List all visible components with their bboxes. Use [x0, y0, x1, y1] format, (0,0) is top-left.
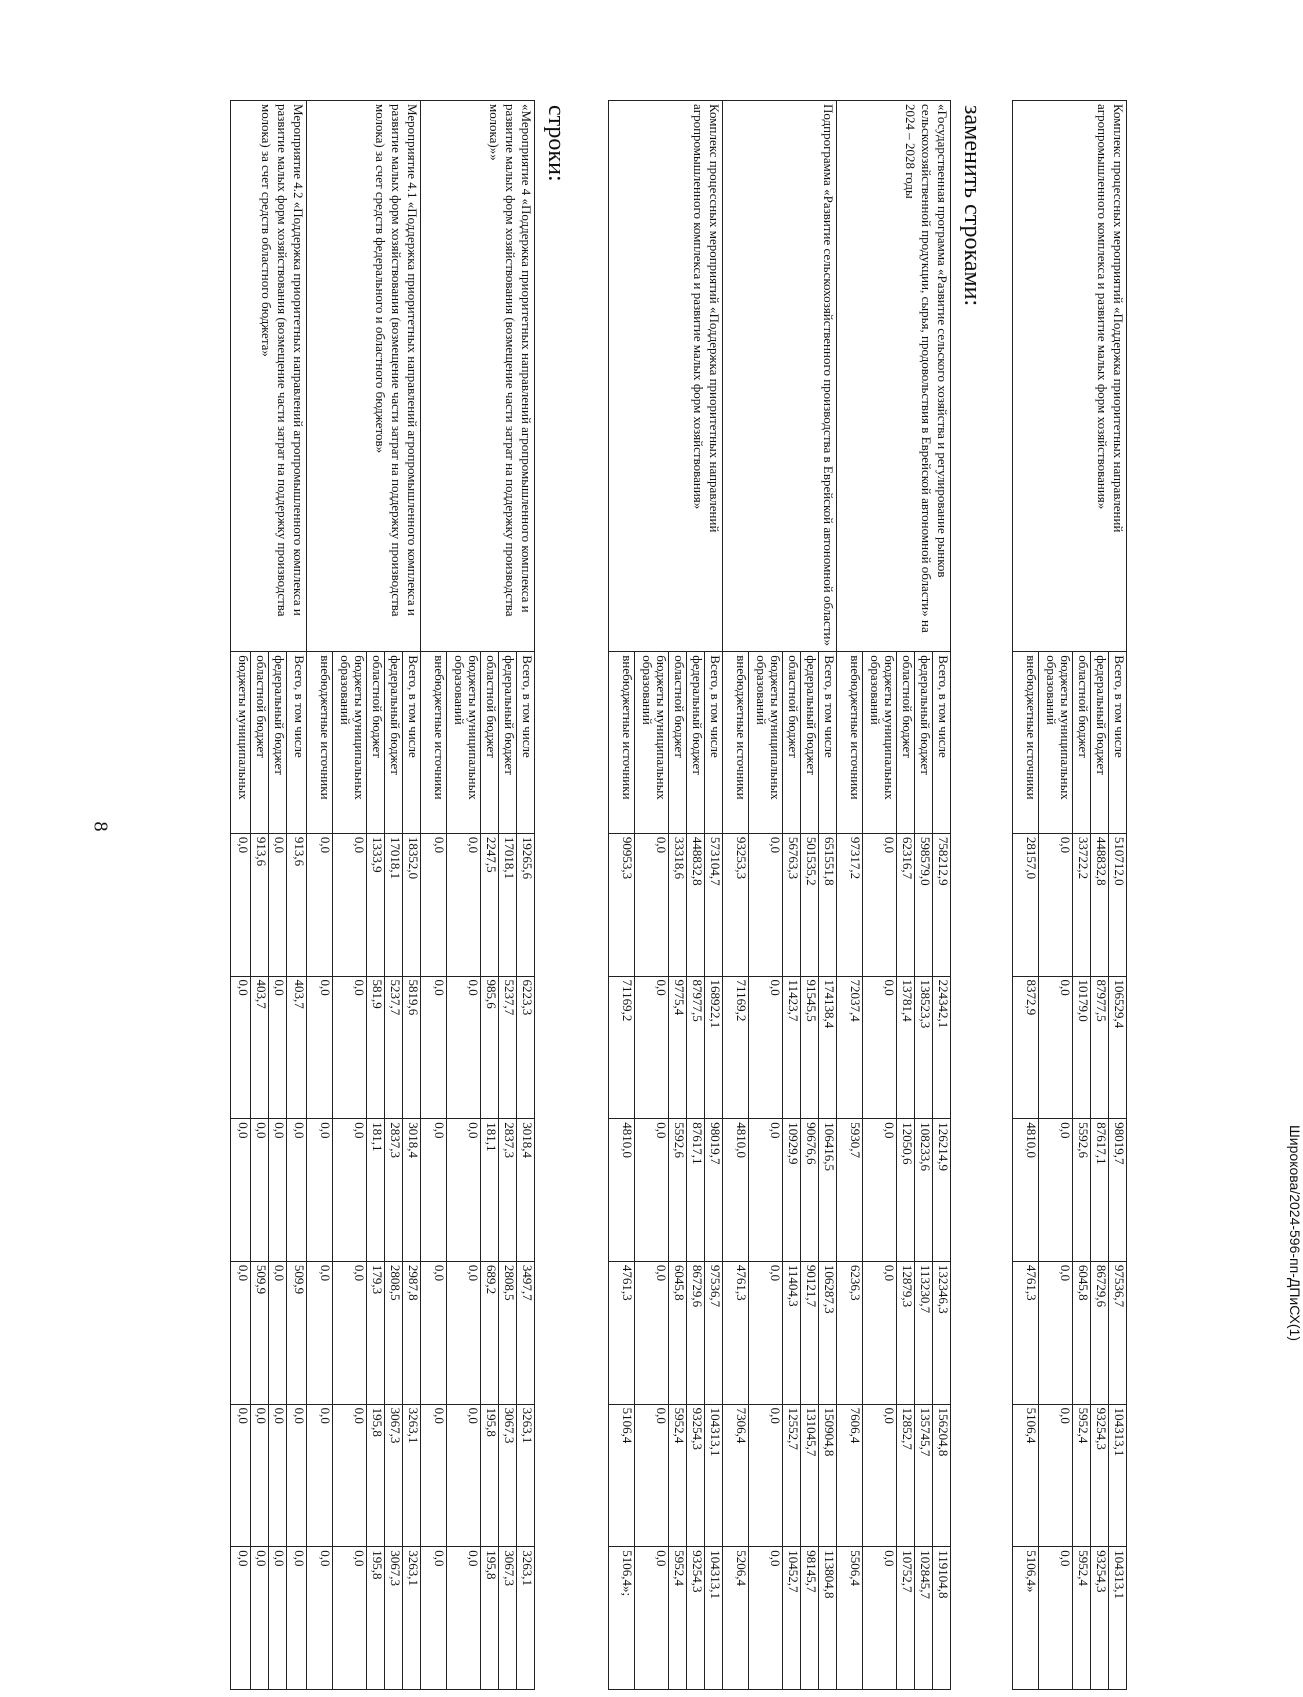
amount-cell: 0,0	[287, 1547, 307, 1690]
amount-cell: 18352,0	[403, 833, 421, 976]
amount-cell: 62316,7	[897, 833, 915, 976]
amount-cell: 0,0	[421, 1404, 447, 1547]
funding-source-cell: Всего, в том числе	[517, 652, 535, 834]
amount-cell: 106529,4	[1109, 976, 1127, 1119]
amount-cell: 0,0	[269, 1404, 287, 1547]
amount-cell: 9775,4	[669, 976, 687, 1119]
funding-source-cell: Всего, в том числе	[403, 652, 421, 834]
amount-cell: 0,0	[635, 1119, 669, 1262]
amount-cell: 651551,8	[819, 833, 837, 976]
amount-cell: 12552,7	[783, 1404, 801, 1547]
amount-cell: 132346,3	[933, 1261, 951, 1404]
amount-cell: 71169,2	[609, 976, 635, 1119]
amount-cell: 403,7	[251, 976, 269, 1119]
amount-cell: 0,0	[231, 833, 251, 976]
funding-source-cell: внебюджетные источники	[837, 652, 863, 834]
funding-source-cell: внебюджетные источники	[609, 652, 635, 834]
amount-cell: 0,0	[421, 976, 447, 1119]
amount-cell: 11404,3	[783, 1261, 801, 1404]
amount-cell: 985,6	[481, 976, 499, 1119]
amount-cell: 98019,7	[1109, 1119, 1127, 1262]
amount-cell: 0,0	[333, 1547, 367, 1690]
amount-cell: 28157,0	[1013, 833, 1039, 976]
amount-cell: 0,0	[307, 1261, 333, 1404]
amount-cell: 71169,2	[723, 976, 749, 1119]
amount-cell: 0,0	[635, 976, 669, 1119]
amount-cell: 33722,2	[1073, 833, 1091, 976]
funding-source-cell: областной бюджет	[481, 652, 499, 834]
table-row	[819, 101, 837, 1690]
amount-cell: 98019,7	[705, 1119, 723, 1262]
amount-cell: 0,0	[269, 1261, 287, 1404]
amount-cell: 90676,6	[801, 1119, 819, 1262]
amount-cell: 195,8	[481, 1404, 499, 1547]
amount-cell: 0,0	[333, 1119, 367, 1262]
document-side-note: Широкова/2024-596-пп-ДПиСХ(1)	[1287, 1124, 1303, 1342]
amount-cell: 104313,1	[705, 1404, 723, 1547]
program-name-cell: «Государственная программа «Развитие сельского хозяйства и регулирование рынков сельскохозяйственной продукции, сырья, продовольствия в Еврейской автономной области» на 2024 – 2028 годы	[837, 101, 951, 652]
amount-cell: 181,1	[481, 1119, 499, 1262]
amount-cell: 0,0	[333, 1404, 367, 1547]
amount-cell: 5952,4	[1073, 1404, 1091, 1547]
amount-cell: 3263,1	[517, 1404, 535, 1547]
amount-cell: 3018,4	[403, 1119, 421, 1262]
funding-source-cell: федеральный бюджет	[687, 652, 705, 834]
program-name-cell: «Мероприятие 4 «Поддержка приоритетных направлений агропромышленного комплекса и развитие малых форм хозяйствования (возмещение части затрат на поддержку производства молока)»»	[421, 101, 535, 652]
amount-cell: 2837,3	[499, 1119, 517, 1262]
amount-cell: 598579,0	[915, 833, 933, 976]
funding-source-cell: областной бюджет	[1073, 652, 1091, 834]
funding-source-cell: федеральный бюджет	[915, 652, 933, 834]
amount-cell: 0,0	[269, 833, 287, 976]
amount-cell: 168922,1	[705, 976, 723, 1119]
rotated-page-content	[167, 100, 1127, 1690]
amount-cell: 0,0	[251, 1404, 269, 1547]
amount-cell: 5106,4	[609, 1404, 635, 1547]
heading-replace-with-rows: заменить строками:	[959, 105, 985, 307]
amount-cell: 4810,0	[723, 1119, 749, 1262]
amount-cell: 5819,6	[403, 976, 421, 1119]
amount-cell: 126214,9	[933, 1119, 951, 1262]
funding-source-cell: федеральный бюджет	[1091, 652, 1109, 834]
amount-cell: 12879,3	[897, 1261, 915, 1404]
amount-cell: 0,0	[863, 1261, 897, 1404]
amount-cell: 93253,3	[723, 833, 749, 976]
funding-source-cell: федеральный бюджет	[269, 652, 287, 834]
table-row	[517, 101, 535, 1690]
amount-cell: 0,0	[333, 833, 367, 976]
amount-cell: 0,0	[307, 1547, 333, 1690]
amount-cell: 33318,6	[669, 833, 687, 976]
funding-source-cell: бюджеты муниципальных образований	[863, 652, 897, 834]
amount-cell: 403,7	[287, 976, 307, 1119]
amount-cell: 6223,3	[517, 976, 535, 1119]
amount-cell: 10452,7	[783, 1547, 801, 1690]
amount-cell: 5106,4	[1013, 1404, 1039, 1547]
table-section-3-table	[230, 100, 535, 1690]
amount-cell: 448832,8	[687, 833, 705, 976]
amount-cell: 0,0	[863, 1404, 897, 1547]
funding-source-cell: внебюджетные источники	[1013, 652, 1039, 834]
amount-cell: 0,0	[307, 976, 333, 1119]
amount-cell: 7606,4	[837, 1404, 863, 1547]
amount-cell: 4761,3	[1013, 1261, 1039, 1404]
amount-cell: 2808,5	[385, 1261, 403, 1404]
amount-cell: 0,0	[231, 1404, 251, 1547]
amount-cell: 509,9	[251, 1261, 269, 1404]
amount-cell: 573104,7	[705, 833, 723, 976]
amount-cell: 0,0	[421, 1547, 447, 1690]
amount-cell: 6045,8	[1073, 1261, 1091, 1404]
amount-cell: 3263,1	[403, 1404, 421, 1547]
amount-cell: 758212,9	[933, 833, 951, 976]
amount-cell: 509,9	[287, 1261, 307, 1404]
amount-cell: 0,0	[863, 833, 897, 976]
table-section-2	[608, 100, 951, 1690]
amount-cell: 93254,3	[1091, 1547, 1109, 1690]
amount-cell: 224342,1	[933, 976, 951, 1119]
amount-cell: 150904,8	[819, 1404, 837, 1547]
amount-cell: 3067,3	[499, 1404, 517, 1547]
funding-source-cell: внебюджетные источники	[723, 652, 749, 834]
amount-cell: 0,0	[635, 1261, 669, 1404]
amount-cell: 0,0	[635, 833, 669, 976]
amount-cell: 102845,7	[915, 1547, 933, 1690]
amount-cell: 0,0	[1039, 1119, 1073, 1262]
funding-source-cell: областной бюджет	[897, 652, 915, 834]
table-row	[1109, 101, 1127, 1690]
amount-cell: 106416,5	[819, 1119, 837, 1262]
amount-cell: 0,0	[863, 1547, 897, 1690]
amount-cell: 0,0	[749, 1261, 783, 1404]
amount-cell: 0,0	[287, 1404, 307, 1547]
amount-cell: 0,0	[1039, 1547, 1073, 1690]
amount-cell: 0,0	[447, 1119, 481, 1262]
amount-cell: 97317,2	[837, 833, 863, 976]
amount-cell: 2987,8	[403, 1261, 421, 1404]
funding-source-cell: Всего, в том числе	[819, 652, 837, 834]
amount-cell: 0,0	[863, 1119, 897, 1262]
amount-cell: 4810,0	[1013, 1119, 1039, 1262]
amount-cell: 10752,7	[897, 1547, 915, 1690]
amount-cell: 98145,7	[801, 1547, 819, 1690]
amount-cell: 108233,6	[915, 1119, 933, 1262]
amount-cell: 0,0	[447, 1404, 481, 1547]
amount-cell: 510712,0	[1109, 833, 1127, 976]
amount-cell: 913,6	[287, 833, 307, 976]
amount-cell: 93254,3	[687, 1547, 705, 1690]
amount-cell: 138523,3	[915, 976, 933, 1119]
amount-cell: 2247,5	[481, 833, 499, 976]
amount-cell: 93254,3	[1091, 1404, 1109, 1547]
amount-cell: 0,0	[287, 1119, 307, 1262]
amount-cell: 689,2	[481, 1261, 499, 1404]
amount-cell: 17018,1	[385, 833, 403, 976]
program-name-cell: Подпрограмма «Развитие сельскохозяйственного производства в Еврейской автономной области»	[723, 101, 837, 652]
amount-cell: 0,0	[333, 1261, 367, 1404]
amount-cell: 0,0	[863, 976, 897, 1119]
table-row	[287, 101, 307, 1690]
table-section-2-table	[608, 100, 951, 1690]
amount-cell: 90121,7	[801, 1261, 819, 1404]
table-section-3	[230, 100, 535, 1690]
amount-cell: 93254,3	[687, 1404, 705, 1547]
amount-cell: 12852,7	[897, 1404, 915, 1547]
funding-source-cell: областной бюджет	[251, 652, 269, 834]
funding-source-cell: федеральный бюджет	[385, 652, 403, 834]
funding-source-cell: внебюджетные источники	[307, 652, 333, 834]
amount-cell: 0,0	[231, 1547, 251, 1690]
amount-cell: 501535,2	[801, 833, 819, 976]
funding-source-cell: бюджеты муниципальных образований	[1039, 652, 1073, 834]
amount-cell: 87617,1	[1091, 1119, 1109, 1262]
amount-cell: 0,0	[447, 1547, 481, 1690]
amount-cell: 156204,8	[933, 1404, 951, 1547]
amount-cell: 3067,3	[499, 1547, 517, 1690]
amount-cell: 3018,4	[517, 1119, 535, 1262]
amount-cell: 10179,0	[1073, 976, 1091, 1119]
funding-source-cell: бюджеты муниципальных образований	[749, 652, 783, 834]
amount-cell: 91545,5	[801, 976, 819, 1119]
amount-cell: 8372,9	[1013, 976, 1039, 1119]
amount-cell: 104313,1	[1109, 1404, 1127, 1547]
amount-cell: 97536,7	[705, 1261, 723, 1404]
amount-cell: 0,0	[307, 833, 333, 976]
amount-cell: 5930,7	[837, 1119, 863, 1262]
funding-source-cell: Всего, в том числе	[287, 652, 307, 834]
amount-cell: 581,9	[367, 976, 385, 1119]
funding-source-cell: внебюджетные источники	[421, 652, 447, 834]
program-name-cell: Комплекс процессных мероприятий «Поддержка приоритетных направлений агропромышленного комплекса и развитие малых форм хозяйствования»	[1013, 101, 1127, 652]
table-row	[705, 101, 723, 1690]
amount-cell: 113804,8	[819, 1547, 837, 1690]
funding-source-cell: областной бюджет	[669, 652, 687, 834]
amount-cell: 195,8	[367, 1547, 385, 1690]
amount-cell: 6236,3	[837, 1261, 863, 1404]
amount-cell: 113230,7	[915, 1261, 933, 1404]
amount-cell: 5237,7	[385, 976, 403, 1119]
amount-cell: 4761,3	[723, 1261, 749, 1404]
amount-cell: 3263,1	[403, 1547, 421, 1690]
funding-source-cell: бюджеты муниципальных образований	[447, 652, 481, 834]
funding-source-cell: областной бюджет	[367, 652, 385, 834]
amount-cell: 5592,6	[669, 1119, 687, 1262]
amount-cell: 0,0	[1039, 976, 1073, 1119]
amount-cell: 7306,4	[723, 1404, 749, 1547]
amount-cell: 195,8	[481, 1547, 499, 1690]
amount-cell: 3497,7	[517, 1261, 535, 1404]
amount-cell: 12050,6	[897, 1119, 915, 1262]
amount-cell: 1333,9	[367, 833, 385, 976]
amount-cell: 0,0	[749, 1119, 783, 1262]
amount-cell: 97536,7	[1109, 1261, 1127, 1404]
amount-cell: 0,0	[749, 833, 783, 976]
funding-source-cell: бюджеты муниципальных	[231, 652, 251, 834]
amount-cell: 10929,9	[783, 1119, 801, 1262]
amount-cell: 87977,5	[687, 976, 705, 1119]
amount-cell: 174138,4	[819, 976, 837, 1119]
amount-cell: 179,3	[367, 1261, 385, 1404]
funding-source-cell: бюджеты муниципальных образований	[333, 652, 367, 834]
amount-cell: 104313,1	[1109, 1547, 1127, 1690]
amount-cell: 3263,1	[517, 1547, 535, 1690]
funding-source-cell: федеральный бюджет	[499, 652, 517, 834]
table-section-1-table	[1012, 100, 1127, 1690]
amount-cell: 106287,3	[819, 1261, 837, 1404]
amount-cell: 131045,7	[801, 1404, 819, 1547]
funding-source-cell: областной бюджет	[783, 652, 801, 834]
amount-cell: 19265,6	[517, 833, 535, 976]
amount-cell: 0,0	[1039, 1261, 1073, 1404]
amount-cell: 5237,7	[499, 976, 517, 1119]
amount-cell: 0,0	[447, 976, 481, 1119]
amount-cell: 0,0	[635, 1404, 669, 1547]
amount-cell: 0,0	[447, 833, 481, 976]
amount-cell: 0,0	[421, 833, 447, 976]
amount-cell: 135745,7	[915, 1404, 933, 1547]
amount-cell: 181,1	[367, 1119, 385, 1262]
amount-cell: 0,0	[307, 1119, 333, 1262]
amount-cell: 0,0	[635, 1547, 669, 1690]
amount-cell: 0,0	[231, 1261, 251, 1404]
amount-cell: 5106,4»;	[609, 1547, 635, 1690]
amount-cell: 5206,4	[723, 1547, 749, 1690]
amount-cell: 5106,4»	[1013, 1547, 1039, 1690]
amount-cell: 87977,5	[1091, 976, 1109, 1119]
amount-cell: 0,0	[749, 1404, 783, 1547]
amount-cell: 0,0	[269, 1119, 287, 1262]
heading-rows: строки:	[543, 105, 569, 182]
funding-source-cell: федеральный бюджет	[801, 652, 819, 834]
amount-cell: 0,0	[447, 1261, 481, 1404]
funding-source-cell: Всего, в том числе	[1109, 652, 1127, 834]
amount-cell: 6045,8	[669, 1261, 687, 1404]
amount-cell: 3067,3	[385, 1547, 403, 1690]
funding-source-cell: Всего, в том числе	[933, 652, 951, 834]
program-name-cell: Мероприятие 4.1 «Поддержка приоритетных направлений агропромышленного комплекса и развитие малых форм хозяйствования (возмещение части затрат на поддержку производства молока) за счет средств федерального и областного бюджетов»	[307, 101, 421, 652]
amount-cell: 0,0	[231, 976, 251, 1119]
amount-cell: 0,0	[231, 1119, 251, 1262]
funding-source-cell: бюджеты муниципальных образований	[635, 652, 669, 834]
amount-cell: 0,0	[251, 1547, 269, 1690]
amount-cell: 17018,1	[499, 833, 517, 976]
amount-cell: 2808,5	[499, 1261, 517, 1404]
amount-cell: 0,0	[307, 1404, 333, 1547]
program-name-cell: Комплекс процессных мероприятий «Поддержка приоритетных направлений агропромышленного комплекса и развитие малых форм хозяйствования»	[609, 101, 723, 652]
table-section-1	[1012, 100, 1127, 1690]
table-row	[403, 101, 421, 1690]
amount-cell: 56763,3	[783, 833, 801, 976]
amount-cell: 0,0	[333, 976, 367, 1119]
amount-cell: 5952,4	[669, 1547, 687, 1690]
amount-cell: 0,0	[421, 1261, 447, 1404]
amount-cell: 0,0	[269, 1547, 287, 1690]
amount-cell: 0,0	[749, 1547, 783, 1690]
amount-cell: 90953,3	[609, 833, 635, 976]
amount-cell: 0,0	[1039, 833, 1073, 976]
amount-cell: 13781,4	[897, 976, 915, 1119]
amount-cell: 86729,6	[687, 1261, 705, 1404]
amount-cell: 86729,6	[1091, 1261, 1109, 1404]
amount-cell: 2837,3	[385, 1119, 403, 1262]
program-name-cell: Мероприятие 4.2 «Поддержка приоритетных направлений агропромышленного комплекса и развитие малых форм хозяйствования (возмещение части затрат на поддержку производства молока) за счет средств областного бюджета»	[231, 101, 307, 652]
amount-cell: 5506,4	[837, 1547, 863, 1690]
amount-cell: 0,0	[421, 1119, 447, 1262]
amount-cell: 0,0	[269, 976, 287, 1119]
amount-cell: 4761,3	[609, 1261, 635, 1404]
amount-cell: 448832,8	[1091, 833, 1109, 976]
page-number: 8	[89, 821, 112, 832]
amount-cell: 5952,4	[669, 1404, 687, 1547]
amount-cell: 0,0	[251, 1119, 269, 1262]
amount-cell: 3067,3	[385, 1404, 403, 1547]
amount-cell: 0,0	[1039, 1404, 1073, 1547]
amount-cell: 5952,4	[1073, 1547, 1091, 1690]
amount-cell: 913,6	[251, 833, 269, 976]
amount-cell: 0,0	[749, 976, 783, 1119]
table-row	[933, 101, 951, 1690]
amount-cell: 4810,0	[609, 1119, 635, 1262]
amount-cell: 72037,4	[837, 976, 863, 1119]
amount-cell: 11423,7	[783, 976, 801, 1119]
amount-cell: 104313,1	[705, 1547, 723, 1690]
amount-cell: 87617,1	[687, 1119, 705, 1262]
amount-cell: 195,8	[367, 1404, 385, 1547]
funding-source-cell: Всего, в том числе	[705, 652, 723, 834]
amount-cell: 119104,8	[933, 1547, 951, 1690]
amount-cell: 5592,6	[1073, 1119, 1091, 1262]
